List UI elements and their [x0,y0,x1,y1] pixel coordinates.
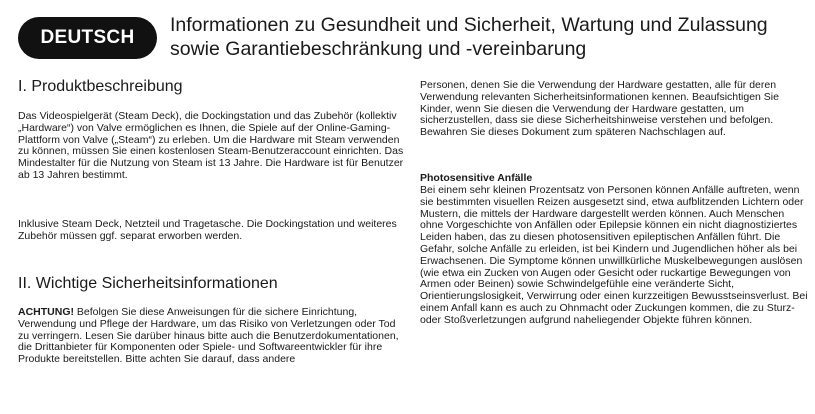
photosensitive-seizures-heading: Photosensitive Anfälle [420,172,533,184]
safety-warning-paragraph [18,307,408,366]
warning-text: Befolgen Sie diese Anweisungen für die sichere Einrichtung, Verwendung und Pflege der Hardware, um das Risiko von Verletzungen oder Tod zu verringern. Lesen Sie darüber hinaus bitte auch die Benutzerdokumentationen, die Drittanbieter für Komponenten oder Spiele- und Softwareentwickler für ihre Produkte bereitstellen. Bitte achten Sie darauf, dass andere [18,306,399,366]
section-heading-product-description: I. Produktbeschreibung [18,78,183,95]
language-badge: DEUTSCH [18,17,157,59]
warning-label: ACHTUNG! [18,306,74,318]
section-heading-safety-information: II. Wichtige Sicherheitsinformationen [18,275,278,292]
product-contents-paragraph: Inklusive Steam Deck, Netzteil und Tragetasche. Die Dockingstation und weiteres Zubehör müssen ggf. separat erworben werden. [18,218,397,242]
product-description-paragraph: Das Videospielgerät (Steam Deck), die Dockingstation und das Zubehör (kollektiv „Hardware“) von Valve ermöglichen es Ihnen, die Spiele auf der Online-Gaming-Plattform von Valve („Steam“) zu erleben. Um die Hardware mit Steam verwenden zu können, müssen Sie einen kostenlosen Steam-Benutzeraccount einrichten. Das Mindestalter für die Nutzung von Steam ist 13 Jahre. Die Hardware ist für Benutzer ab 13 Jahren bestimmt. [18,110,404,181]
photosensitive-seizures-paragraph: Bei einem sehr kleinen Prozentsatz von Personen können Anfälle auftreten, wenn sie bestimmten visuellen Reizen ausgesetzt sind, etwa aufblitzenden Lichtern oder Mustern, die mittels der Hardware dargestellt werden können. Auch Menschen ohne Vorgeschichte von Anfällen oder Epilepsie können ein nicht diagnostiziertes Leiden haben, das zu diesen photosensitiven epileptischen Anfällen führt. Die Gefahr, solche Anfälle zu erleiden, ist bei Kindern und Jugendlichen höher als bei Erwachsenen. Die Symptome können unwillkürliche Muskelbewegungen auslösen (wie etwa ein Zucken von Augen oder Gesicht oder ruckartige Bewegungen von Armen oder Beinen) sowie Schwindelgefühle eine veränderte Sicht, Orientierungslosigkeit, Verwirrung oder einen kurzzeitigen Bewusstseinsverlust. Bei einem Anfall kann es auch zu Ohnmacht oder Zuckungen kommen, die zu Sturz- oder Stoßverletzungen aufgrund naheliegender Objekte führen können. [420,184,808,326]
safety-continuation-paragraph: Personen, denen Sie die Verwendung der Hardware gestatten, alle für deren Verwendung relevanten Sicherheitsinformationen kennen. Beaufsichtigen Sie Kinder, wenn Sie diesen die Verwendung der Hardware gestatten, um sicherzustellen, dass sie diese Sicherheitshinweise verstehen und befolgen. Bewahren Sie dieses Dokument zum späteren Nachschlagen auf. [420,79,779,139]
document-title: Informationen zu Gesundheit und Sicherheit, Wartung und Zulassung sowie Garantiebeschränkung und -vereinbarung [170,14,768,60]
